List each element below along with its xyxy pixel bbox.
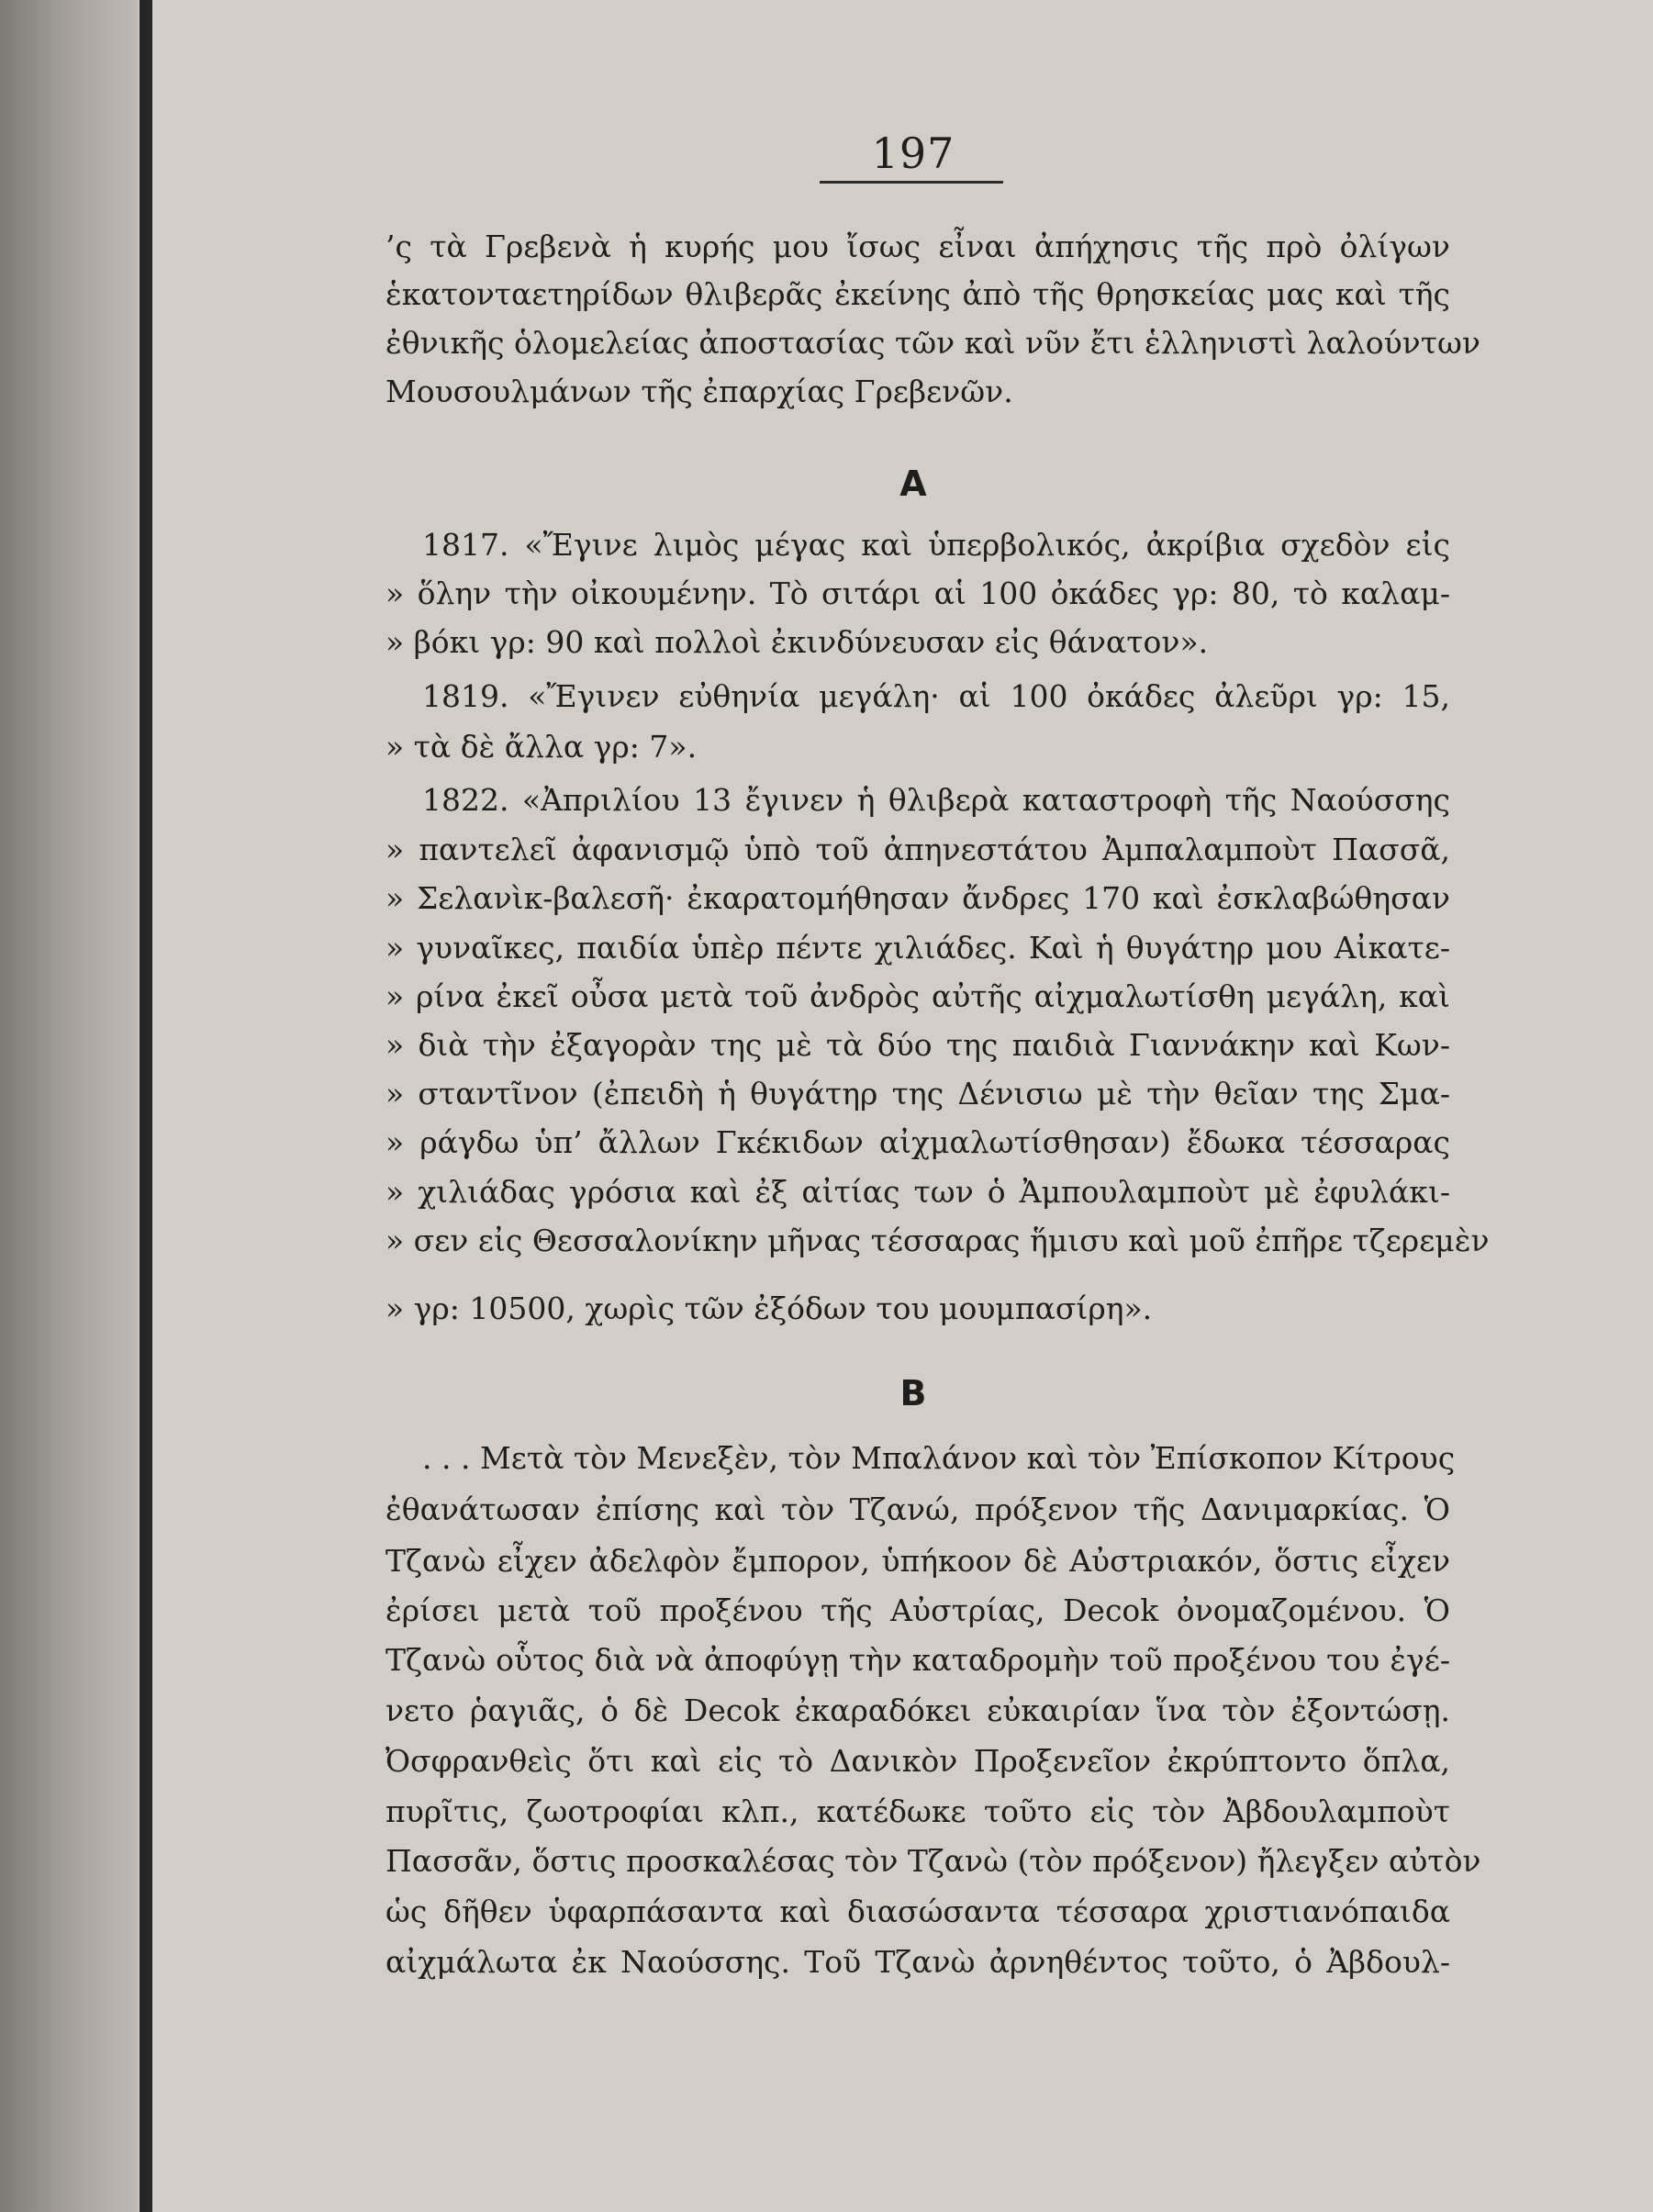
text-line: ἐθανάτωσαν ἐπίσης καὶ τὸν Τζανώ, πρόξενον τῆς Δανιμαρκίας. Ὁ [385, 1491, 1450, 1527]
section-heading-a: A [899, 464, 927, 504]
text-line: » παντελεῖ ἀφανισμῷ ὑπὸ τοῦ ἀπηνεστάτου Ἀμπαλαμποὺτ Πασσᾶ, [385, 832, 1450, 867]
section-heading-b: B [899, 1373, 927, 1413]
text-line: » ρίνα ἐκεῖ οὖσα μετὰ τοῦ ἀνδρὸς αὐτῆς αἰχμαλωτίσθη μεγάλη, καὶ [385, 978, 1450, 1014]
text-line: Ὀσφρανθεὶς ὅτι καὶ εἰς τὸ Δανικὸν Προξενεῖον ἐκρύπτοντο ὅπλα, [385, 1743, 1450, 1779]
text-line: » ράγδω ὑπ’ ἄλλων Γκέκιδων αἰχμαλωτίσθησαν) ἔδωκα τέσσαρας [385, 1124, 1450, 1160]
text-line: » χιλιάδας γρόσια καὶ ἐξ αἰτίας των ὁ Ἀμπουλαμποὺτ μὲ ἐφυλάκι- [385, 1174, 1450, 1210]
text-line: » βόκι γρ: 90 καὶ πολλοὶ ἐκινδύνευσαν εἰς θάνατον». [385, 624, 1209, 660]
text-line: » σεν εἰς Θεσσαλονίκην μῆνας τέσσαρας ἥμισυ καὶ μοῦ ἐπῆρε τζερεμὲν [385, 1223, 1490, 1258]
text-line: ’ς τὰ Γρεβενὰ ἡ κυρής μου ἴσως εἶναι ἀπήχησις τῆς πρὸ ὀλίγων [385, 229, 1450, 264]
text-line: » Σελανὶκ-βαλεσῆ· ἐκαρατομήθησαν ἄνδρες 170 καὶ ἐσκλαβώθησαν [385, 880, 1450, 916]
text-line: νετο ῥαγιᾶς, ὁ δὲ Decok ἐκαραδόκει εὐκαιρίαν ἵνα τὸν ἐξοντώσῃ. [385, 1693, 1450, 1728]
text-line: » σταντῖνον (ἐπειδὴ ἡ θυγάτηρ της Δένισιω μὲ τὴν θεῖαν της Σμα- [385, 1076, 1450, 1112]
text-line: » τὰ δὲ ἄλλα γρ: 7». [385, 729, 698, 765]
text-line: » ὅλην τὴν οἰκουμένην. Τὸ σιτάρι αἱ 100 ὀκάδες γρ: 80, τὸ καλαμ- [385, 575, 1450, 611]
text-line: ἑκατονταετηρίδων θλιβερᾶς ἐκείνης ἀπὸ τῆς θρησκείας μας καὶ τῆς [385, 276, 1450, 312]
text-line: αἰχμάλωτα ἐκ Ναούσσης. Τοῦ Τζανὼ ἀρνηθέντος τοῦτο, ὁ Ἀβδουλ- [385, 1944, 1450, 1980]
page-number: 197 [871, 128, 955, 178]
text-line: ἐθνικῆς ὁλομελείας ἀποστασίας τῶν καὶ νῦν ἔτι ἑλληνιστὶ λαλούντων [385, 325, 1480, 361]
text-line: » διὰ τὴν ἐξαγορὰν της μὲ τὰ δύο της παιδιὰ Γιαννάκην καὶ Κων- [385, 1027, 1450, 1063]
text-line: ἐρίσει μετὰ τοῦ προξένου τῆς Αὐστρίας, Decok ὀνομαζομένου. Ὁ [385, 1592, 1450, 1628]
text-line: » γυναῖκες, παιδία ὑπὲρ πέντε χιλιάδες. Καὶ ἡ θυγάτηρ μου Αἰκατε- [385, 930, 1450, 966]
text-line: . . . Μετὰ τὸν Μενεξὲν, τὸν Μπαλάνον καὶ τὸν Ἐπίσκοπον Κίτρους [422, 1440, 1456, 1476]
page-number-underline [820, 181, 1003, 184]
chronicle-entry-1822: 1822. «Ἀπριλίου 13 ἔγινεν ἡ θλιβερὰ καταστροφὴ τῆς Ναούσσης [422, 782, 1450, 818]
chronicle-entry-1819: 1819. «Ἔγινεν εὐθηνία μεγάλη· αἱ 100 ὀκάδες ἀλεῦρι γρ: 15, [422, 678, 1450, 714]
text-line: ὡς δῆθεν ὑφαρπάσαντα καὶ διασώσαντα τέσσαρα χριστιανόπαιδα [385, 1894, 1450, 1929]
text-line: Πασσᾶν, ὅστις προσκαλέσας τὸν Τζανὼ (τὸν πρόξενον) ἤλεγξεν αὐτὸν [385, 1843, 1481, 1879]
chronicle-entry-1817: 1817. «Ἔγινε λιμὸς μέγας καὶ ὑπερβολικός, ἀκρίβια σχεδὸν εἰς [422, 527, 1450, 563]
book-spine-edge [140, 0, 152, 2212]
text-line: » γρ: 10500, χωρὶς τῶν ἐξόδων του μουμπασίρη». [385, 1290, 1153, 1326]
text-line: πυρῖτις, ζωοτροφίαι κλπ., κατέδωκε τοῦτο εἰς τὸν Ἀβδουλαμποὺτ [385, 1793, 1450, 1829]
text-line: Τζανὼ οὗτος διὰ νὰ ἀποφύγῃ τὴν καταδρομὴν τοῦ προξένου του ἐγέ- [385, 1642, 1450, 1678]
book-gutter-shadow [0, 0, 138, 2212]
text-line: Τζανὼ εἶχεν ἀδελφὸν ἔμπορον, ὑπήκοον δὲ Αὐστριακόν, ὅστις εἶχεν [385, 1543, 1450, 1579]
text-line: Μουσουλμάνων τῆς ἐπαρχίας Γρεβενῶν. [385, 374, 1013, 409]
